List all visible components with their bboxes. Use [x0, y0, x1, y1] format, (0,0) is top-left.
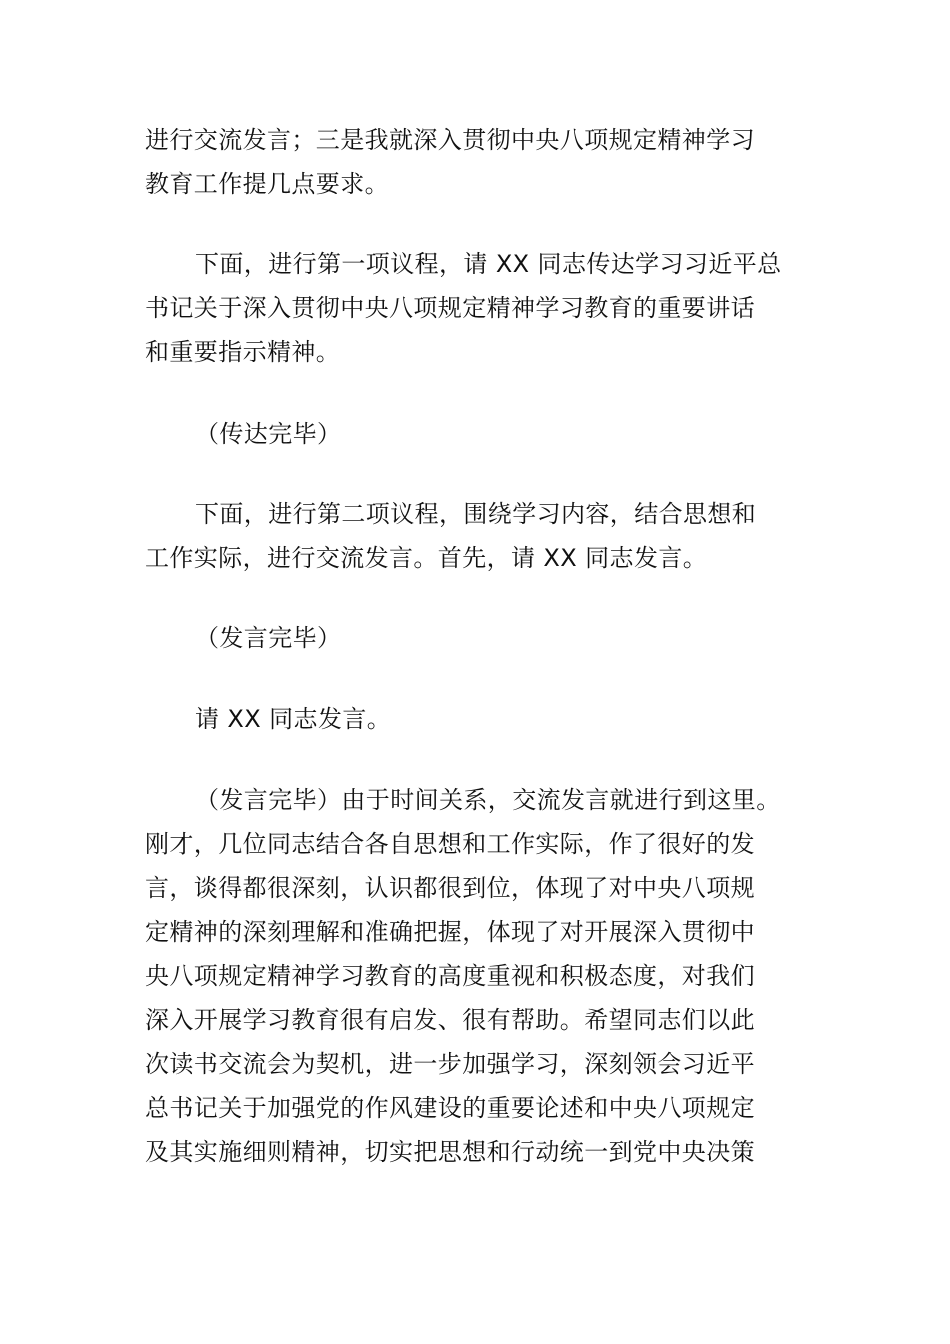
paragraph-relay-complete — [145, 412, 805, 456]
text-line: 书记关于深入贯彻中央八项规定精神学习教育的重要讲话 — [145, 294, 755, 322]
text-line: 及其实施细则精神，切实把思想和行动统一到党中央决策 — [145, 1138, 755, 1166]
paragraph-first-agenda-item — [145, 242, 805, 374]
text-line: 下面，进行第一项议程，请 XX 同志传达学习习近平总 — [195, 250, 782, 278]
paragraph-speech-complete — [145, 616, 805, 660]
text-line: （传达完毕） — [195, 420, 342, 448]
text-line: 和重要指示精神。 — [145, 338, 341, 366]
text-line: 下面，进行第二项议程，围绕学习内容，结合思想和 — [195, 500, 757, 528]
text-line: 次读书交流会为契机，进一步加强学习，深刻领会习近平 — [145, 1050, 755, 1078]
text-line: 言，谈得都很深刻，认识都很到位，体现了对中央八项规 — [145, 874, 755, 902]
text-line: 请 XX 同志发言。 — [195, 705, 392, 733]
text-line: 总书记关于加强党的作风建设的重要论述和中央八项规定 — [145, 1094, 755, 1122]
paragraph-invite-speaker — [145, 697, 805, 741]
text-line: （发言完毕） — [195, 624, 342, 652]
text-line: 进行交流发言；三是我就深入贯彻中央八项规定精神学习 — [145, 126, 755, 154]
text-line: 教育工作提几点要求。 — [145, 170, 389, 198]
paragraph-agenda-continuation — [145, 118, 805, 206]
text-line: 刚才，几位同志结合各自思想和工作实际，作了很好的发 — [145, 830, 755, 858]
text-line: 深入开展学习教育很有启发、很有帮助。希望同志们以此 — [145, 1006, 755, 1034]
text-line: 工作实际，进行交流发言。首先，请 XX 同志发言。 — [145, 544, 708, 572]
paragraph-second-agenda-item — [145, 492, 805, 580]
text-line: 定精神的深刻理解和准确把握，体现了对开展深入贯彻中 — [145, 918, 755, 946]
text-line: 央八项规定精神学习教育的高度重视和积极态度，对我们 — [145, 962, 755, 990]
text-line: （发言完毕）由于时间关系，交流发言就进行到这里。 — [195, 786, 781, 814]
paragraph-closing-remarks — [145, 778, 805, 1174]
